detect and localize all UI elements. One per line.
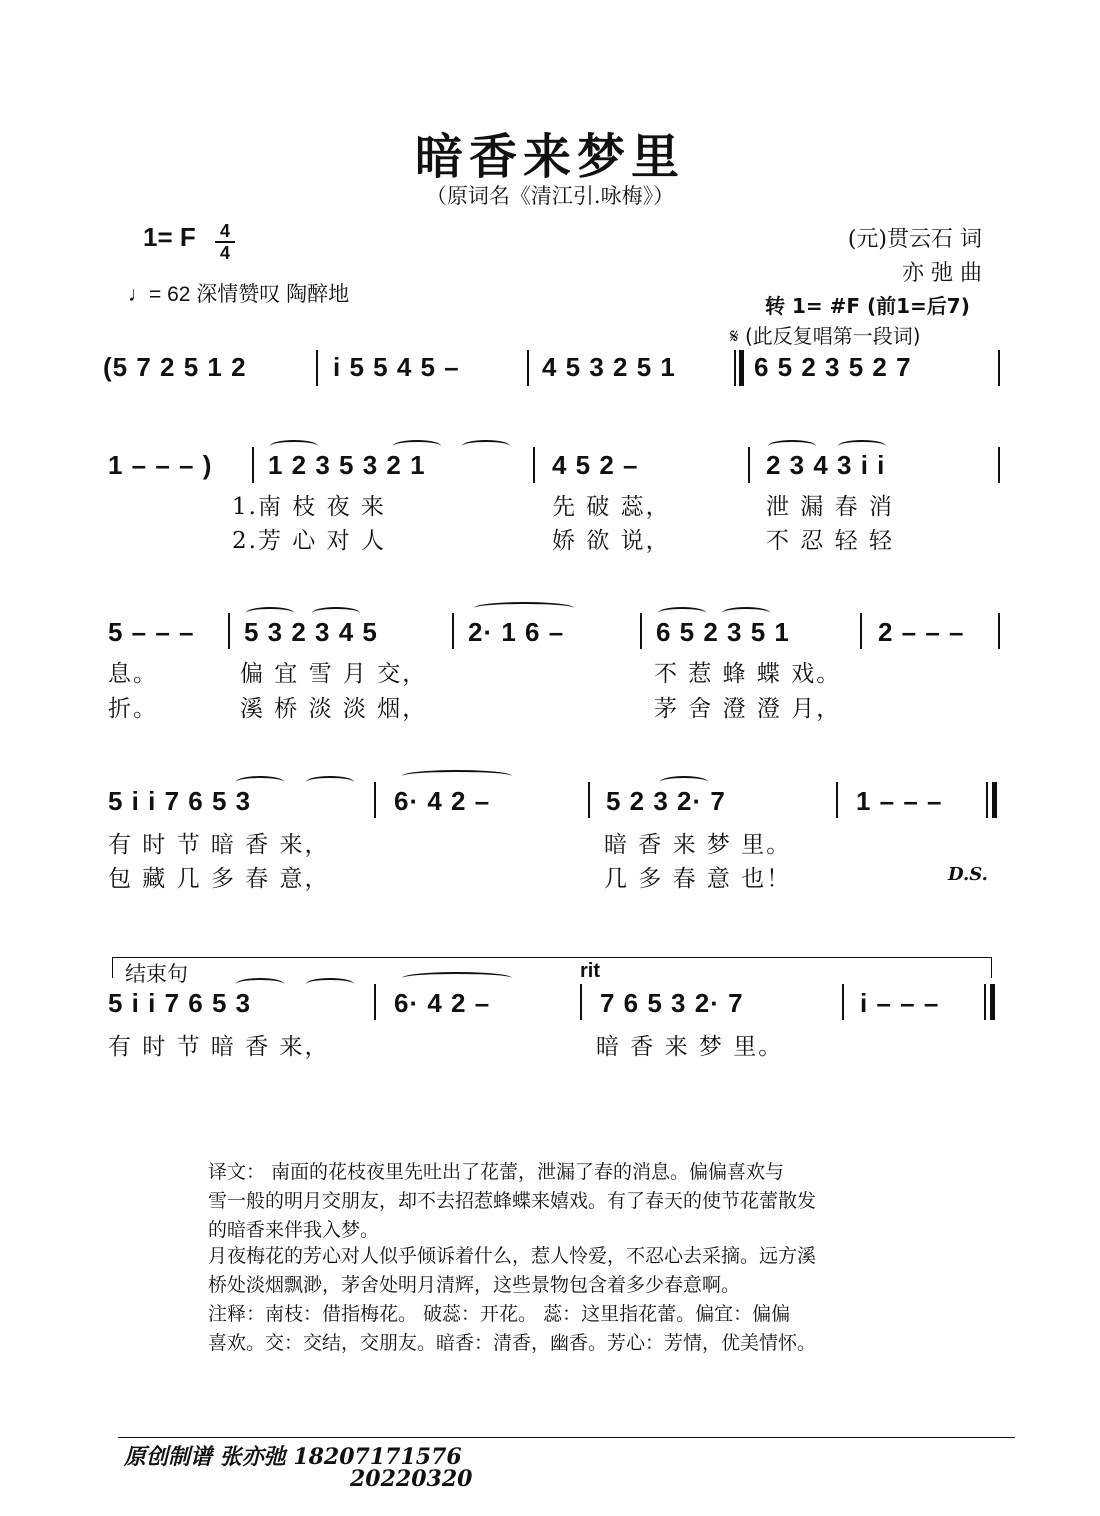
lyrics-s4-v1-b: 暗 香 来 梦 里。 (604, 832, 792, 858)
score-subtitle: （原词名《清江引.咏梅》） (425, 184, 675, 208)
notes-s2-m3: 4 5 2 – (552, 450, 639, 480)
notes-s1-m4: 6 5 2 3 5 2 7 (754, 352, 912, 382)
ending-bracket (112, 957, 992, 978)
time-signature (215, 222, 235, 262)
lyrics-s2-v2-a: 2.芳 心 对 人 (232, 528, 386, 554)
notes-s5-m1: 5 i i 7 6 5 3 (108, 988, 252, 1018)
notes-s3-m4: 6 5 2 3 5 1 (656, 617, 790, 647)
notes-s4-m3: 5 2 3 2· 7 (606, 786, 726, 816)
dal-segno-mark: D.S. (948, 864, 988, 885)
notes-s5-m4: i – – – (860, 988, 940, 1018)
lyrics-s3-v2-a: 折。 (108, 696, 158, 722)
notes-s4-m1: 5 i i 7 6 5 3 (108, 786, 252, 816)
notes-s3-m5: 2 – – – (878, 617, 965, 647)
time-sig-top: 4 (219, 221, 230, 241)
lyrics-s4-v1-a: 有 时 节 暗 香 来， (108, 832, 330, 858)
modulation-note: 转 1= #F (前1=后7) (765, 294, 970, 318)
footer-author: 原创制谱 张亦弛 18207171576 (124, 1444, 462, 1470)
lyrics-s5-v1-b: 暗 香 来 梦 里。 (596, 1034, 784, 1060)
notes-s4-m2: 6· 4 2 – (394, 786, 491, 816)
lyrics-s2-v1-c: 泄 漏 春 消 (766, 494, 894, 520)
lyrics-s5-v1-a: 有 时 节 暗 香 来， (108, 1034, 330, 1060)
footer-date: 20220320 (350, 1466, 473, 1492)
lyrics-s2-v1-b: 先 破 蕊， (552, 494, 671, 520)
time-sig-bottom: 4 (219, 243, 230, 263)
notes-s3-m1: 5 – – – (108, 617, 195, 647)
notes-s4-m4: 1 – – – (856, 786, 943, 816)
lyrics-s3-v1-a: 息。 (108, 661, 158, 687)
translation-line-1: 译文： 南面的花枝夜里先吐出了花蕾，泄漏了春的消息。偏偏喜欢与 (208, 1161, 785, 1183)
notes-s2-m4: 2 3 4 3 i i (766, 450, 886, 480)
ritardando-mark: rit (580, 960, 600, 982)
lyrics-s4-v2-b: 几 多 春 意 也！ (604, 866, 792, 892)
notes-s3-m3: 2· 1 6 – (468, 617, 565, 647)
lyrics-s2-v2-b: 娇 欲 说， (552, 528, 671, 554)
lyrics-s4-v2-a: 包 藏 几 多 春 意， (108, 866, 330, 892)
translation-line-2: 雪一般的明月交朋友，却不去招惹蜂蝶来嬉戏。有了春天的使节花蕾散发 (208, 1190, 817, 1212)
notes-s5-m3: 7 6 5 3 2· 7 (600, 988, 744, 1018)
notes-s1-m1: (5 7 2 5 1 2 (103, 352, 247, 382)
footer-divider (118, 1437, 1015, 1438)
lyrics-s2-v2-c: 不 忍 轻 轻 (766, 528, 894, 554)
lyrics-s3-v2-b: 溪 桥 淡 淡 烟， (240, 696, 428, 722)
lyricist-credit: (元)贯云石 词 (847, 227, 982, 252)
translation-line-3: 的暗香来伴我入梦。 (208, 1219, 380, 1241)
notes-s2-m2: 1 2 3 5 3 2 1 (268, 450, 426, 480)
notes-s1-m3: 4 5 3 2 5 1 (542, 352, 676, 382)
lyrics-s3-v1-c: 不 惹 蜂 蝶 戏。 (654, 661, 842, 687)
translation-line-5: 桥处淡烟飘渺，茅舍处明月清辉，这些景物包含着多少春意啊。 (208, 1274, 741, 1296)
ending-label: 结束句 (125, 962, 188, 986)
notes-s1-m2: i 5 5 4 5 – (333, 352, 460, 382)
notes-s2-m1: 1 – – – ) (108, 450, 213, 480)
lyrics-s3-v1-b: 偏 宜 雪 月 交， (240, 661, 428, 687)
notes-s5-m2: 6· 4 2 – (394, 988, 491, 1018)
composer-credit: 亦 弛 曲 (902, 261, 982, 286)
segno-note: 𝄋 (此反复唱第一段词) (730, 324, 921, 348)
tempo-marking: ♩= 62 深情赞叹 陶醉地 (128, 283, 350, 306)
key-signature: 1= F (143, 222, 196, 252)
score-title: 暗香来梦里 (414, 129, 685, 185)
lyrics-s3-v2-c: 茅 舍 澄 澄 月， (654, 696, 842, 722)
notes-s3-m2: 5 3 2 3 4 5 (244, 617, 378, 647)
translation-line-4: 月夜梅花的芳心对人似乎倾诉着什么，惹人怜爱，不忍心去采摘。远方溪 (208, 1245, 817, 1267)
lyrics-s2-v1-a: 1.南 枝 夜 来 (232, 494, 386, 520)
annotation-line-2: 喜欢。交：交结，交朋友。暗香：清香，幽香。芳心：芳情，优美情怀。 (208, 1332, 817, 1354)
annotation-line-1: 注释：南枝：借指梅花。 破蕊：开花。 蕊：这里指花蕾。偏宜：偏偏 (208, 1303, 791, 1325)
